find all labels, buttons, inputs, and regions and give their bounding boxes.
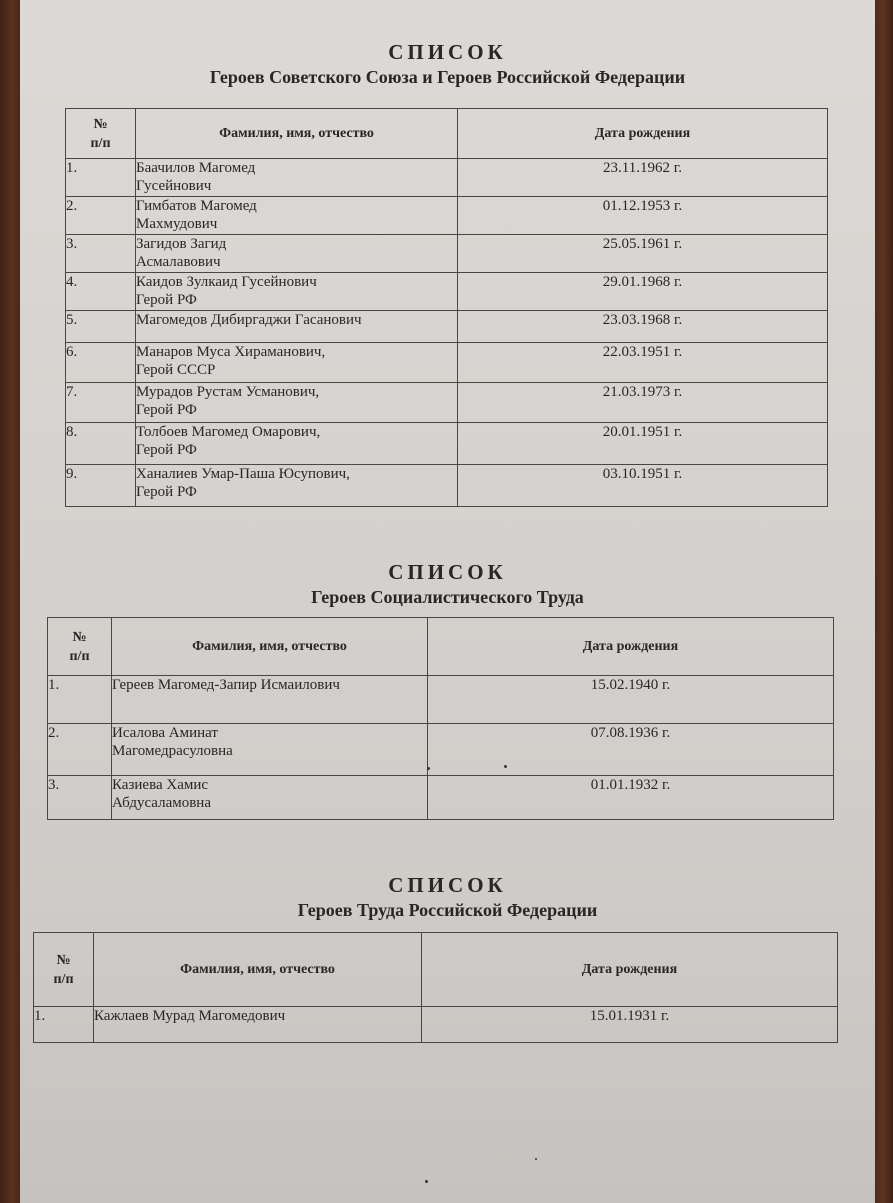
- name-line-2: Абдусаламовна: [112, 795, 211, 811]
- column-header-date: Дата рождения: [422, 933, 838, 1007]
- row-number: 3.: [48, 776, 112, 820]
- column-header-name: Фамилия, имя, отчество: [112, 618, 428, 676]
- table-row: [66, 235, 828, 273]
- row-name: [136, 235, 458, 273]
- row-name: [136, 159, 458, 197]
- row-number: 3.: [66, 235, 136, 273]
- column-header-date: Дата рождения: [428, 618, 834, 676]
- name-line-1: Толбоев Магомед Омарович,: [136, 424, 321, 440]
- row-birth-date: 22.03.1951 г.: [458, 343, 828, 383]
- table-russian-labour-heroes: [33, 932, 838, 1043]
- row-name: [112, 724, 428, 776]
- name-line-2: Герой РФ: [136, 484, 197, 500]
- table-row: [34, 1007, 838, 1043]
- row-name: [136, 311, 458, 343]
- row-birth-date: 15.02.1940 г.: [428, 676, 834, 724]
- section-title: СПИСОК: [388, 560, 507, 584]
- table-row: [48, 676, 834, 724]
- name-line-1: Манаров Муса Хираманович,: [136, 344, 326, 360]
- column-header-date: Дата рождения: [458, 109, 828, 159]
- row-birth-date: 01.12.1953 г.: [458, 197, 828, 235]
- row-birth-date: 25.05.1961 г.: [458, 235, 828, 273]
- row-name: [94, 1007, 422, 1043]
- table-row: [66, 197, 828, 235]
- row-name: [112, 776, 428, 820]
- name-line-2: Герой СССР: [136, 362, 216, 378]
- row-name: [112, 676, 428, 724]
- row-birth-date: 21.03.1973 г.: [458, 383, 828, 423]
- name-line-2: Герой РФ: [136, 402, 197, 418]
- row-name: [136, 197, 458, 235]
- row-number: 2.: [48, 724, 112, 776]
- row-number: 2.: [66, 197, 136, 235]
- name-line-2: Герой РФ: [136, 292, 197, 308]
- row-name: [136, 465, 458, 507]
- name-line-2: Магомедрасуловна: [112, 743, 233, 759]
- section-title: СПИСОК: [388, 873, 507, 897]
- table-row: [66, 311, 828, 343]
- name-line-1: Мурадов Рустам Усманович,: [136, 384, 320, 400]
- row-number: 1.: [66, 159, 136, 197]
- column-header-number: № п/п: [34, 933, 94, 1007]
- row-birth-date: 01.01.1932 г.: [428, 776, 834, 820]
- name-line-2: Асмалавович: [136, 254, 221, 270]
- row-birth-date: 15.01.1931 г.: [422, 1007, 838, 1043]
- row-birth-date: 23.03.1968 г.: [458, 311, 828, 343]
- row-name: [136, 383, 458, 423]
- name-line-1: Гереев Магомед-Запир Исмаилович: [112, 677, 340, 693]
- name-line-1: Гимбатов Магомед: [136, 198, 257, 214]
- section-heading-russian-labour-heroes: [20, 873, 875, 921]
- name-line-1: Кажлаев Мурад Магомедович: [94, 1008, 286, 1024]
- row-number: 1.: [34, 1007, 94, 1043]
- name-line-1: Ханалиев Умар-Паша Юсупович,: [136, 466, 350, 482]
- wooden-table-edge-left: [0, 0, 20, 1203]
- table-row: [48, 776, 834, 820]
- name-line-1: Казиева Хамис: [112, 777, 209, 793]
- paper-speck: [535, 1158, 537, 1160]
- paper-sheet: [20, 0, 875, 1203]
- row-birth-date: 07.08.1936 г.: [428, 724, 834, 776]
- table-row: [66, 273, 828, 311]
- name-line-1: Магомедов Дибиргаджи Гасанович: [136, 312, 362, 328]
- row-birth-date: 03.10.1951 г.: [458, 465, 828, 507]
- row-name: [136, 423, 458, 465]
- row-name: [136, 343, 458, 383]
- name-line-2: Махмудович: [136, 216, 218, 232]
- column-header-name: Фамилия, имя, отчество: [94, 933, 422, 1007]
- paper-speck: [504, 765, 507, 768]
- name-line-1: Исалова Аминат: [112, 725, 218, 741]
- paper-speck: [425, 1180, 428, 1183]
- name-line-1: Загидов Загид: [136, 236, 227, 252]
- row-number: 5.: [66, 311, 136, 343]
- table-row: [66, 159, 828, 197]
- table-socialist-labour-heroes: [47, 617, 834, 820]
- row-number: 6.: [66, 343, 136, 383]
- name-line-2: Герой РФ: [136, 442, 197, 458]
- row-number: 1.: [48, 676, 112, 724]
- row-birth-date: 29.01.1968 г.: [458, 273, 828, 311]
- table-header-row: [48, 618, 834, 676]
- table-row: [66, 423, 828, 465]
- row-number: 9.: [66, 465, 136, 507]
- table-row: [66, 383, 828, 423]
- section-heading-soviet-russian-heroes: [20, 40, 875, 88]
- column-header-number: № п/п: [48, 618, 112, 676]
- table-soviet-russian-heroes: [65, 108, 828, 507]
- name-line-1: Баачилов Магомед: [136, 160, 256, 176]
- column-header-name: Фамилия, имя, отчество: [136, 109, 458, 159]
- row-birth-date: 20.01.1951 г.: [458, 423, 828, 465]
- column-header-number: № п/п: [66, 109, 136, 159]
- table-row: [66, 343, 828, 383]
- section-subtitle: Героев Советского Союза и Героев Российской Федерации: [209, 67, 686, 87]
- paper-speck: [427, 767, 430, 770]
- table-row: [48, 724, 834, 776]
- row-number: 8.: [66, 423, 136, 465]
- section-title: СПИСОК: [388, 40, 507, 64]
- row-number: 7.: [66, 383, 136, 423]
- table-header-row: [66, 109, 828, 159]
- section-subtitle: Героев Труда Российской Федерации: [297, 900, 598, 920]
- section-heading-socialist-labour-heroes: [20, 560, 875, 608]
- name-line-1: Каидов Зулкаид Гусейнович: [136, 274, 317, 290]
- row-birth-date: 23.11.1962 г.: [458, 159, 828, 197]
- wooden-table-edge-right: [873, 0, 893, 1203]
- row-number: 4.: [66, 273, 136, 311]
- name-line-2: Гусейнович: [136, 178, 212, 194]
- row-name: [136, 273, 458, 311]
- table-header-row: [34, 933, 838, 1007]
- table-row: [66, 465, 828, 507]
- section-subtitle: Героев Социалистического Труда: [311, 587, 584, 607]
